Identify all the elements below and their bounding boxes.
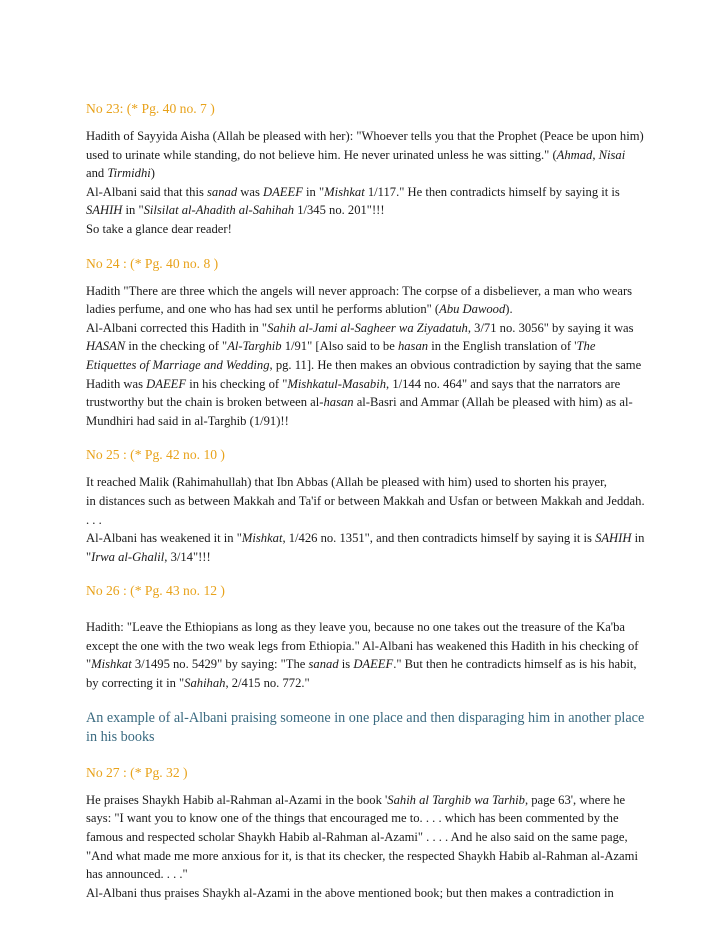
section-no-25 [86,446,646,566]
italic-run: Sahih al-Jami al-Sagheer wa Ziyadatuh [267,320,468,335]
section-heading: No 24 : (* Pg. 40 no. 8 ) [86,255,219,271]
section-heading: No 23: (* Pg. 40 no. 7 ) [86,101,215,116]
italic-run: hasan [397,339,429,354]
italic-run: sanad [207,184,238,199]
italic-run: The Etiquettes of Marriage and Wedding [86,339,596,372]
section-body [86,618,646,692]
italic-run: Silsilat al-Ahadith al-Sahihah [143,203,295,218]
paragraph: Al-Albani thus praises Shaykh al-Azami in the above mentioned book; but then makes a contradiction in [86,885,614,900]
section-no-24 [86,255,646,431]
section-body [86,473,646,566]
italic-run: DAEEF [146,376,187,391]
section-body [86,127,646,239]
paragraph: Al-Albani corrected this Hadith in "Sahih al-Jami al-Sagheer wa Ziyadatuh, 3/71 no. 3056" by saying it was HASAN in the checking of "Al-Targhib 1/91" [Also said to be hasan in the English translation of 'The Etiquettes of Marriage and Wedding, pg. 11]. He then makes an obvious contradiction by saying that the same Hadith was DAEEF in his checking of "Mishkatul-Masabih, 1/144 no. 464" and says that the narrators are trustworthy but the chain is broken between al-hasan al-Basri and Ammar (Allah be pleased with him) as al-Mundhiri had said in al-Targhib (1/91)!! [86,320,642,428]
paragraph: Al-Albani said that this sanad was DAEEF in "Mishkat 1/117." He then contradicts himself by saying it is SAHIH in "Silsilat al-Ahadith al-Sahihah 1/345 no. 201"!!! [86,184,620,218]
italic-run: Tirmidhi [107,166,151,181]
paragraph: It reached Malik (Rahimahullah) that Ibn Abbas (Allah be pleased with him) used to shorten his prayer, [86,475,607,490]
italic-run: SAHIH [595,531,632,546]
section-heading: No 26 : (* Pg. 43 no. 12 ) [86,583,225,599]
italic-run: hasan [323,395,354,410]
section-body [86,791,646,903]
italic-run: Abu Dawood [439,302,506,317]
italic-run: Mishkat [91,657,132,672]
paragraph: Hadith: "Leave the Ethiopians as long as they leave you, because no one takes out the treasure of the Ka'ba except the one with the two weak legs from Ethiopia." Al-Albani has weakened this Hadith in his checking of "Mishkat 3/1495 no. 5429" by saying: "The sanad is DAEEF." But then he contradicts himself as is his habit, by correcting it in "Sahihah, 2/415 no. 772." [86,620,639,691]
section-no-23 [86,100,646,239]
italic-run: Sahihah [184,676,226,691]
italic-run: Ahmad, Nisai [556,147,626,162]
italic-run: DAEEF [263,184,303,199]
italic-run: Al-Targhib [227,339,282,354]
italic-run: DAEEF [353,657,394,672]
topic-subheading: An example of al-Albani praising someone in one place and then disparaging him in another place in his books [86,709,645,746]
paragraph: Al-Albani has weakened it in "Mishkat, 1/426 no. 1351", and then contradicts himself by saying it is SAHIH in "Irwa al-Ghalil, 3/14"!!! [86,531,645,564]
paragraph: Hadith of Sayyida Aisha (Allah be pleased with her): "Whoever tells you that the Prophet (Peace be upon him) used to urinate while standing, do not believe him. He never urinated unless he was sitting." (Ahmad, Nisai and Tirmidhi) [86,129,644,181]
italic-run: sanad [308,657,339,672]
italic-run: HASAN [86,339,126,354]
paragraph: Hadith "There are three which the angels will never approach: The corpse of a disbeliever, a man who wears ladies perfume, and one who has had sex until he performs ablution" (Abu Dawood). [86,283,633,317]
paragraph: So take a glance dear reader! [86,221,232,236]
italic-run: SAHIH [86,203,123,218]
document-content [86,100,646,918]
italic-run: Irwa al-Ghalil [91,549,165,564]
italic-run: Mishkat [241,531,283,546]
italic-run: Mishkat [324,184,365,199]
section-body [86,282,646,431]
italic-run: Sahih al Targhib wa Tarhib [387,792,525,807]
section-heading: No 25 : (* Pg. 42 no. 10 ) [86,447,225,463]
section-no-26 [86,582,646,692]
paragraph: He praises Shaykh Habib al-Rahman al-Azami in the book 'Sahih al Targhib wa Tarhib, page 63', where he says: "I want you to know one of the things that encouraged me to. . . . which has been commented by the famous and respected scholar Shaykh Habib al-Rahman al-Azami" . . . . And he also said on the same page, "And what made me more anxious for it, is that its checker, the respected Shaykh Habib al-Rahman al-Azami has announced. . . ." [86,792,638,882]
italic-run: Mishkatul-Masabih [287,376,387,391]
section-heading: No 27 : (* Pg. 32 ) [86,764,188,780]
paragraph: in distances such as between Makkah and Ta'if or between Makkah and Usfan or between Makkah and Jeddah. . . . [86,493,645,527]
section-no-27 [86,764,646,903]
